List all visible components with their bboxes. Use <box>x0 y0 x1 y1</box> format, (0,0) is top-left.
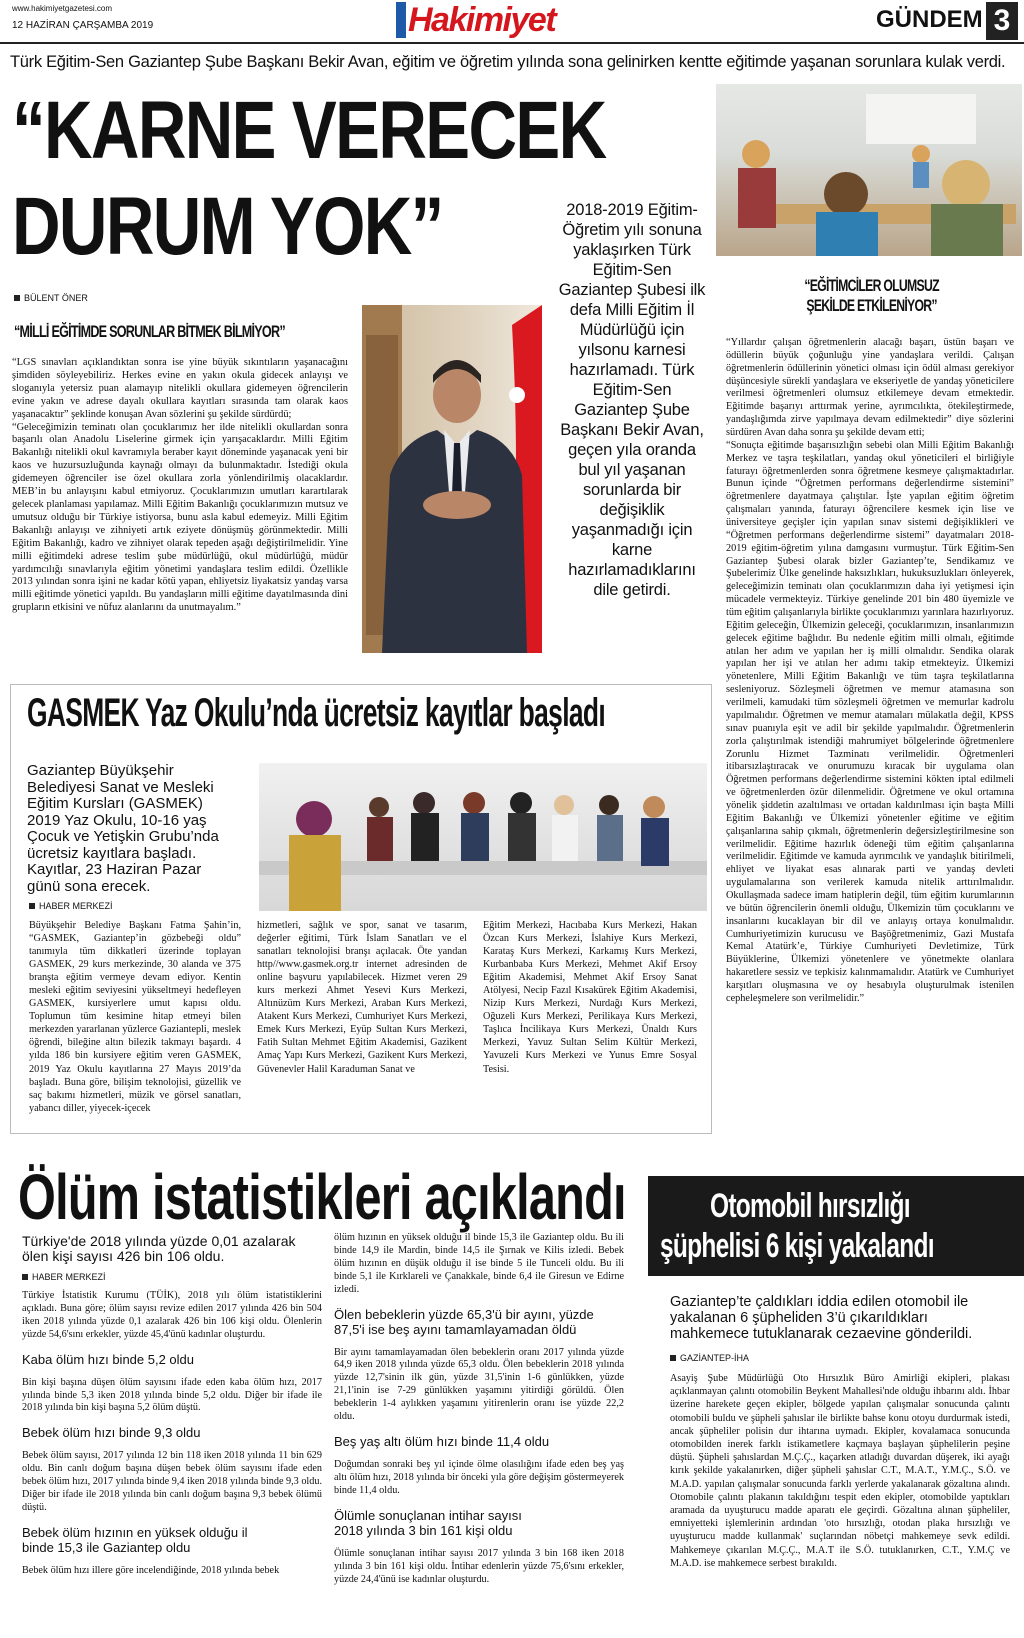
lead-byline: BÜLENT ÖNER <box>14 293 88 303</box>
site-url: www.hakimiyetgazetesi.com <box>12 4 113 13</box>
gasmek-col1: Büyükşehir Belediye Başkanı Fatma Şahin’in, “GASMEK, Gaziantep’in gözbebeği oldu” tanımıyla tüm dikkatleri üzerinde toplayan GASMEK, 29 kurs merkezinde, 30 alanda ve 375 branşta eğitim vermeye devam ediyor. Kentin mesleki eğitim seviyesini yükseltmeyi hedefleyen GASMEK, kursiyerlere umut kapısı oldu. Toplumun tüm kesimine hitap etmeyi bilen merkezden yararlanan yüzlerce Gaziantepli, meslek öğrendi, bileğine altın bilezik takmayı başardı. 4 yılda 186 bin kursiyere eğitim veren GASMEK, 2019 Yaz Okulu kayıtlarına 27 Mayıs 2019’da başladı. Buna göre, bilişim teknolojisi, güzellik ve saç bakımı hizmetleri, müzik ve görsel sanatları, yabancı diller, yiyecek-içecek <box>29 920 241 1114</box>
issue-date: 12 HAZİRAN ÇARŞAMBA 2019 <box>12 20 154 31</box>
olum-subhead: Ölümle sonuçlanan intihar sayısı 2018 yılında 3 bin 161 kişi oldu <box>334 1507 522 1538</box>
oto-byline: GAZİANTEP-İHA <box>670 1353 749 1363</box>
lead-title-line2: DURUM YOK” <box>12 181 443 272</box>
olum-subhead: Ölen bebeklerin yüzde 65,3'ü bir ayını, yüzde 87,5'i ise beş ayını tamamlayamadan öldü <box>334 1306 594 1337</box>
lead-title-line1: “KARNE VERECEK <box>12 85 606 176</box>
lead-pull-quote: 2018-2019 Eğitim-Öğretim yılı sonuna yaklaşırken Türk Eğitim-Sen Gaziantep Şubesi ilk defa Milli Eğitim İl Müdürlüğü için yılsonu karnesi hazırlamadı. Türk Eğitim-Sen Gaziantep Şube Başkanı Bekir Avan, geçen yıla oranda bul yıl yaşanan sorunlarda bir değişiklik yaşanmadığı için karne hazırlamadıklarını dile getirdi. <box>558 201 706 599</box>
gasmek-col3: Eğitim Merkezi, Hacıbaba Kurs Merkezi, Hakan Özcan Kurs Merkezi, İslahiye Kurs Merkezi, Karataş Kurs Merkezi, Karkamış Kurs Merkezi, Kurbanbaba Kurs Merkezi, Mehmet Akif Ersoy Eğitim Akademisi, Mehmet Akif Ersoy Sanat Atölyesi, Necip Fazıl Kısakürek Eğitim Akademisi, Nizip Kurs Merkezi, Nurdağı Kurs Merkezi, Oğuzeli Kurs Merkezi, Perilikaya Kurs Merkezi, Taşlıca İncilikaya Kurs Merkezi, Ünaldı Kurs Merkezi, Yavuz Sultan Selim Kültür Merkezi, Yavuzeli Kurs Merkezi ve Yunus Emre Sosyal Tesisi. <box>483 920 697 1075</box>
olum-paragraph: ölüm hızının en yüksek olduğu il binde 15,3 ile Gaziantep oldu. Bu ili binde 14,9 ile Mardin, binde 14,5 ile Şırnak ve Kilis izledi. Bebek ölüm hızının en düşük olduğu il ise binde 5 ile Tunceli oldu. Bu ili binde 5,1 ile Kırklareli ve Çanakkale, binde 6,4 ile Giresun ve Edirne izledi. <box>334 1232 624 1295</box>
olum-col1 <box>22 1290 322 1578</box>
logo-mark <box>396 2 406 38</box>
oto-spot: Gaziantep’te çaldıkları iddia edilen otomobil ile yakalanan 6 şüpheliden 3’ü çıkarıldıkları mahkemece tutuklanarak cezaevine gönderildi. <box>670 1294 973 1342</box>
lead-paragraph: “Geleceğimizin teminatı olan çocuklarımız her ilde nitelikli okullardan sonra başarılı olan Anadolu Liselerine girmek için yarışacaklardır. Milli Eğitim Bakanlığı nitelikli okul kavramıyla beraber kayıt döneminde yaşanacak yeni bir kaos ve huzursuzluğunda kaynağı olmayı da bulunmaktadır. İstediği okula gidemeyen öğrenciler ise özel okullara zorla yönlendirilmiş olacaklardır. MEB’in bu anlayışını kabul etmiyoruz. Çocuklarımızın umutları karartılarak gelecek planlaması yapılamaz. Milli Eğitim Bakanlığı çocuklarımızın mutsuz ve umutsuz olduğu bir Türkiye istiyorsa, bunu asla kabul edemeyiz. Milli Eğitim Bakanlığı anlayışı ve zihniyeti artık eziyete dönüşmüş görünmektedir. Milli Eğitim Bakanlığı, kadro ve zihniyet olarak tepeden aşağı değiştirilmelidir. Yine milli eğitimdeki adrese teslim şube müdürlüğü, okul müdürlüğü, müdür yardımcılığı sınavlarıyla eğitim yönetimi yandaşlara teslim edildi. Özellikle 2013 yılından sonra işini ne kadar kötü yapan, ehliyetsiz liyakatsiz yandaş varsa milli eğitimde yönetici yapıldı. Bu yandaşların milli eğitime dayatılmasında dini grupların etkisini ve nüfuz alanlarını da unutmayalım.” <box>12 421 348 614</box>
section-name: GÜNDEM <box>876 6 983 33</box>
lead-spot: Türk Eğitim-Sen Gaziantep Şube Başkanı Bekir Avan, eğitim ve öğretim yılında sona gelinirken kentte eğitimde yaşanan sorunlara kulak verdi. <box>10 53 1006 71</box>
olum-paragraph: Bir ayını tamamlayamadan ölen bebeklerin oranı 2017 yılında yüzde 64,9 iken 2018 yılında yüzde 65,3 oldu. Ölen bebeklerin 2018 yılında yüzde 12,7'sinin ilk gün, yüzde 31,5'inin 1-6 günlükken, yüzde 21,1'inin ise 7-29 günlükken yaşamını yitirdiği görüldü. Ölen bebeklerin 1-4 aylıkken yaşamını yitirenlerin oranı ise yüzde 22,2 oldu. <box>334 1346 624 1423</box>
oto-title-box <box>648 1176 1024 1276</box>
olum-paragraph: Bin kişi başına düşen ölüm sayısını ifade eden kaba ölüm hızı, 2017 yılında binde 5,3 iken 2018 yılında binde 5,2 oldu. Diğer bir ifade ile 2018 yılında bin kişi başına 5,2 ölüm düştü. <box>22 1376 322 1414</box>
oto-title-line1: Otomobil hırsızlığı <box>710 1187 910 1225</box>
olum-subhead: Bebek ölüm hızının en yüksek olduğu il binde 15,3 ile Gaziantep oldu <box>22 1524 248 1555</box>
gasmek-byline: HABER MERKEZİ <box>29 901 113 911</box>
oto-title-line2: şüphelisi 6 kişi yakalandı <box>660 1227 934 1265</box>
olum-col2 <box>334 1232 624 1586</box>
olum-paragraph: Türkiye İstatistik Kurumu (TÜİK), 2018 yılı ölüm istatistiklerini açıkladı. Buna göre; ölüm sayısı revize edilen 2017 yılında 426 bin 504 iken 2018 yılında yüzde 0,1 azalarak 426 bin 106 kişi oldu. Ölenlerin yüzde 54,6'sını erkekler, yüzde 45,4'ünü kadınlar oluşturdu. <box>22 1290 322 1340</box>
lead-subhead: “MİLLİ EĞİTİMDE SORUNLAR BİTMEK BİLMİYOR” <box>14 322 285 341</box>
right-subhead-text: “EĞİTİMCİLER OLUMSUZ ŞEKİLDE ETKİLENİYOR” <box>804 276 939 315</box>
olum-byline: HABER MERKEZİ <box>22 1272 106 1282</box>
gasmek-spot: Gaziantep Büyükşehir Belediyesi Sanat ve Mesleki Eğitim Kursları (GASMEK) 2019 Yaz Okulu, 10-16 yaş Çocuk ve Yetişkin Grubu’nda ücretsiz kayıtlara başladı. Kayıtlar, 23 Haziran Pazar günü sona erecek. <box>27 762 219 895</box>
lead-body <box>12 357 348 615</box>
olum-subhead: Beş yaş altı ölüm hızı binde 11,4 oldu <box>334 1433 550 1449</box>
logo <box>396 0 584 42</box>
olum-paragraph: Ölümle sonuçlanan intihar sayısı 2017 yılında 3 bin 168 iken 2018 yılında 3 bin 161 kişi oldu. İntihar edenlerin yüzde 75,6'sını erkekler, yüzde 24,4'ünü ise kadınlar oluşturdu. <box>334 1547 624 1585</box>
olum-paragraph: Bebek ölüm hızı illere göre incelendiğinde, 2018 yılında bebek <box>22 1564 280 1576</box>
olum-spot: Türkiye'de 2018 yılında yüzde 0,01 azalarak ölen kişi sayısı 426 bin 106 oldu. <box>22 1233 296 1264</box>
gasmek-photo <box>259 763 707 911</box>
oto-body: Asayiş Şube Müdürlüğü Oto Hırsızlık Büro Amirliği ekipleri, plakası açıklanmayan çalıntı otomobilin Beykent Mahallesi'nde olduğu ihbarını aldı. İhbar üzerine harekete geçen ekipler, bölgede yapılan çalışmalar sonucunda çalıntı otomobili buldu ve şüpheli şahıslar ile birlikte bahse konu otoyu durdurmak istedi, ancak şüpheliler polisin dur ihtarına uymadı. Ekipler, kovalamaca sonucunda otomobilden inerek farklı istikametlere kaçmaya başlayan şüphelilerin peşine düştü. Şüpheli şahıslardan M.Ç.Ç., kaçarken atladığı duvardan düşerek, iki ayağı kırık şekilde yakalanırken, diğer şüpheli şahıslar C.T., M.A.T., Y.M.Ç., S.Ö. ve M.A.D. yapılan çalışmalar sonucunda farklı yerlerde yakalanarak gözaltına alındı. Otomobile çalıntı plakanın takıldığını tespit eden ekipler, otomobilde yaptıkları aramada da uyuşturucu madde aparatı ele geçirdi. Gözaltına alınan şüpheliler, emniyetteki işlemlerinin ardından 'oto hırsızlığı, otodan plaka hırsızlığı ve uyuşturucu madde kullanmak' suçlarından nöbetçi mahkemeye sevk edildi. Mahkemeye çıkarılan M.Ç.Ç., M.A.T ile S.Ö. tutuklanırken, C.T., Y.M.Ç ve M.A.D. ise mahkemece serbest bırakıldı. <box>670 1373 1010 1569</box>
right-column-body <box>726 337 1014 1006</box>
olum-subhead: Bebek ölüm hızı binde 9,3 oldu <box>22 1425 201 1441</box>
right-paragraph: “Yıllardır çalışan öğretmenlerin alacağı başarı, üstün başarı ve ödüllerin büyük çoğunluğu yine yandaşlara verildi. Çalışan öğretmenlerin ödüllerinin yönetici olması için ödül alması gerekiyor düşüncesiyle sürekli yandaşlara ve ekseriyetle de yandaş yöneticilere verilmesi öğretmenleri olumsuz etkilemeye devam etmektedir. Eğitimde başarıyı arttırmak yerine, ayrımcılıkta, ötekileştirmede, yandaşlığımda zirve yapılmaya devam edilmektedir” diye sözlerini sürdüren Avan daha sonra şu şekilde devam etti; <box>726 337 1014 439</box>
right-subhead <box>796 276 947 316</box>
olum-paragraph: Bebek ölüm sayısı, 2017 yılında 12 bin 118 iken 2018 yılında 11 bin 629 oldu. Bin canlı doğum başına düşen bebek ölüm sayısını ifade eden bebek ölüm hızı, 2017 yılında binde 9,4 iken 2018 yılında binde 9,3 oldu. Diğer bir ifade ile 2018 yılında bin canlı doğum başına 9,3 bebek ölümü düştü. <box>22 1450 322 1513</box>
classroom-illustration <box>716 84 1022 256</box>
gasmek-col2: hizmetleri, sağlık ve spor, sanat ve tasarım, değerler eğitimi, Türk İslam Sanatları ve el sanatları teknolojisi branşı açılacak. Öte yandan http//www.gasmek.org.tr internet adresinden de online başvuru yapılabilecek. Hizmet veren 29 kurs merkezi Ahmet Yesevi Kurs Merkezi, Altınüzüm Kurs Merkezi, Araban Kurs Merkezi, Atakent Kurs Merkezi, Cumhuriyet Kurs Merkezi, Emek Kurs Merkezi, Eyüp Sultan Kurs Merkezi, Fatih Sultan Mehmet Eğitim Akademisi, Gazikent Amaç Yapı Kurs Merkezi, Gazikent Kurs Merkezi, Güvenevler Halil Karaduman Sanat ve <box>257 920 467 1075</box>
masthead <box>0 0 1024 44</box>
gasmek-title: GASMEK Yaz Okulu’nda ücretsiz kayıtlar başladı <box>27 691 606 735</box>
classroom-photo <box>716 84 1022 256</box>
logo-text: Hakimiyet <box>408 1 556 39</box>
portrait-illustration <box>362 305 542 653</box>
page-number: 3 <box>986 2 1018 40</box>
olum-paragraph: Doğumdan sonraki beş yıl içinde ölme olasılığını ifade eden beş yaş altı ölüm hızı, 2018 yılında bir önceki yıla göre değişim göstermeyerek binde 11,4 oldu. <box>334 1458 624 1496</box>
olum-title: Ölüm istatistikleri açıklandı <box>18 1161 626 1233</box>
portrait-photo <box>362 305 542 653</box>
olum-subhead: Kaba ölüm hızı binde 5,2 oldu <box>22 1351 195 1367</box>
right-paragraph: “Sonuçta eğitimde başarısızlığın sebebi olan Milli Eğitim Bakanlığı Merkez ve taşra teşkilatları, yandaş okul yöneticileri el birliğiyle faturayı öğretmenlerden sonra öğretmene kesmeye çalışmaktadırlar. Bunun içinde “Öğretmen performans değerlendirme sistemini” öğretmenlere dayatmaya çalıştılar. İşte yapılan eğitim öğretim çalışmaları yanında, faturayı öğrencilere kesmek için lise ve üniversiteye geçişler için yapılan sınav sistemi değişiklikleri ve “Öğretmen performans değerlendirme sistemi” dayatmaları 2018-2019 eğitim-öğretim yılına damgasını vurmuştur. Türk Eğitim-Sen Gaziantep Şubesi olarak bizler Gaziantep’te, Sendikamız ve Şubelerimiz Ülke genelinde haksızlıkları, hukuksuzlukları önleyerek, geleceğimizin teminatı olan çocuklarımızın daha iyi yetişmesi için mücadele vermekteyiz. Türkiye genelinde 201 bin 480 üyemizle ve tüm eğitim çalışanlarıyla birlikte çocuklarımızı yarınlara hazırlıyoruz. Eğitim geleceğin, Ülkemizin geleceği, çocuklarımızın, insanlarımızın gelecek eğitime bağlıdır. Bu nedenle eğitim milli olmalı, eğitimde atılan her adım ve yapılan her iş milli olmalıdır. Sendika olarak yapılan her işi ve atılan her adımı takip etmekteyiz. Ülkemizi yönetenlere, Milli Eğitim Bakanlığı ve tüm taşra teşkilatlarına sesleniyoruz. Sözleşmeli öğretmen ve memur atamasına son verilmeli, kamudaki tüm sözleşmeli öğretmen ve memurlar kadrolu yapılmalıdır. Öğretmen ve memur atamaları mülakatla değil, KPSS sınav puanıyla eşit ve adil bir şekilde yapılmalıdır. Öğretmenlerin zorla çalıştırılmak istendiği mahrumiyet bölgelerinde öğretmenlere Zorunlu Hizmet Tazminatı verilmelidir. Öğretmenleri itibarsızlaştıracak ve onurumuzu kıracak bir uygulama olan Öğretmen performans değerlendirme sistemini kökten iptal edilmeli ve öğretmenlerden özür dilenmelidir. Öğretmene ve okul ortamına yönelik şiddetin azaltılması ve ortadan kaldırılması için başta Milli Eğitim Bakanlığı ve Ülkemizi yönetenler eğitime ve eğitim çalışanlarına sahip çıkmalı, öğretmenlerin değersizleştirilmesine son verilmelidir. Eğitime hazırlık ödeneği tüm eğitim çalışanlarına verilmelidir. Eğitimde ve kamuda ayrımcılık ve yandaşlık bitirilmeli, ehliyet ve liyakat esas alınarak parti ve yandaş devleti uygulamalarına son verilerek kamuda nitelik arttırılmalıdır. Okullaşmada sadece imam hatiplerin değil, tüm eğitim kurumlarının ve bütün öğrencilerin önemli olduğu, Ülkemizin tüm çocuklarını ve insanlarını kucaklayan bir dil ve anlayış ortaya konulmalıdır. Cumhuriyetimizin kurucusu ve Başöğretmenimiz, Gazi Mustafa Kemal Atatürk’e, Türkiye Cumhuriyeti Devletimize, Türk Büyüklerine, Ülkemizi yönetenlere ve yönetmekte olanlara hakaretlere sessiz ve tepkisiz kalınmamalıdır. Atatürk ve Cumhuriyet karşıtları oluşmasına ve oy hesabıyla oluşturulmak istenilen cepheleşmelere son verilmelidir.” <box>726 439 1014 1004</box>
gasmek-story <box>10 684 712 1134</box>
lead-paragraph: “LGS sınavları açıklandıktan sonra ise yine büyük sıkıntıların yaşanacağını şimdiden söyleyebiliriz. Herkes evine en yakın okula gidecek anlayışı ve sloganıyla yetersiz puan alamayıp nitelikli okullara gidemeyen öğrencilerin evine yakın ve adrese dayalı okullara kayıtları sırasında tam olarak kaos yaşanacaktır” şeklinde konuşan Avan sözlerini şu şekilde sürdürdü; <box>12 357 348 420</box>
gasmek-illustration <box>259 763 707 911</box>
